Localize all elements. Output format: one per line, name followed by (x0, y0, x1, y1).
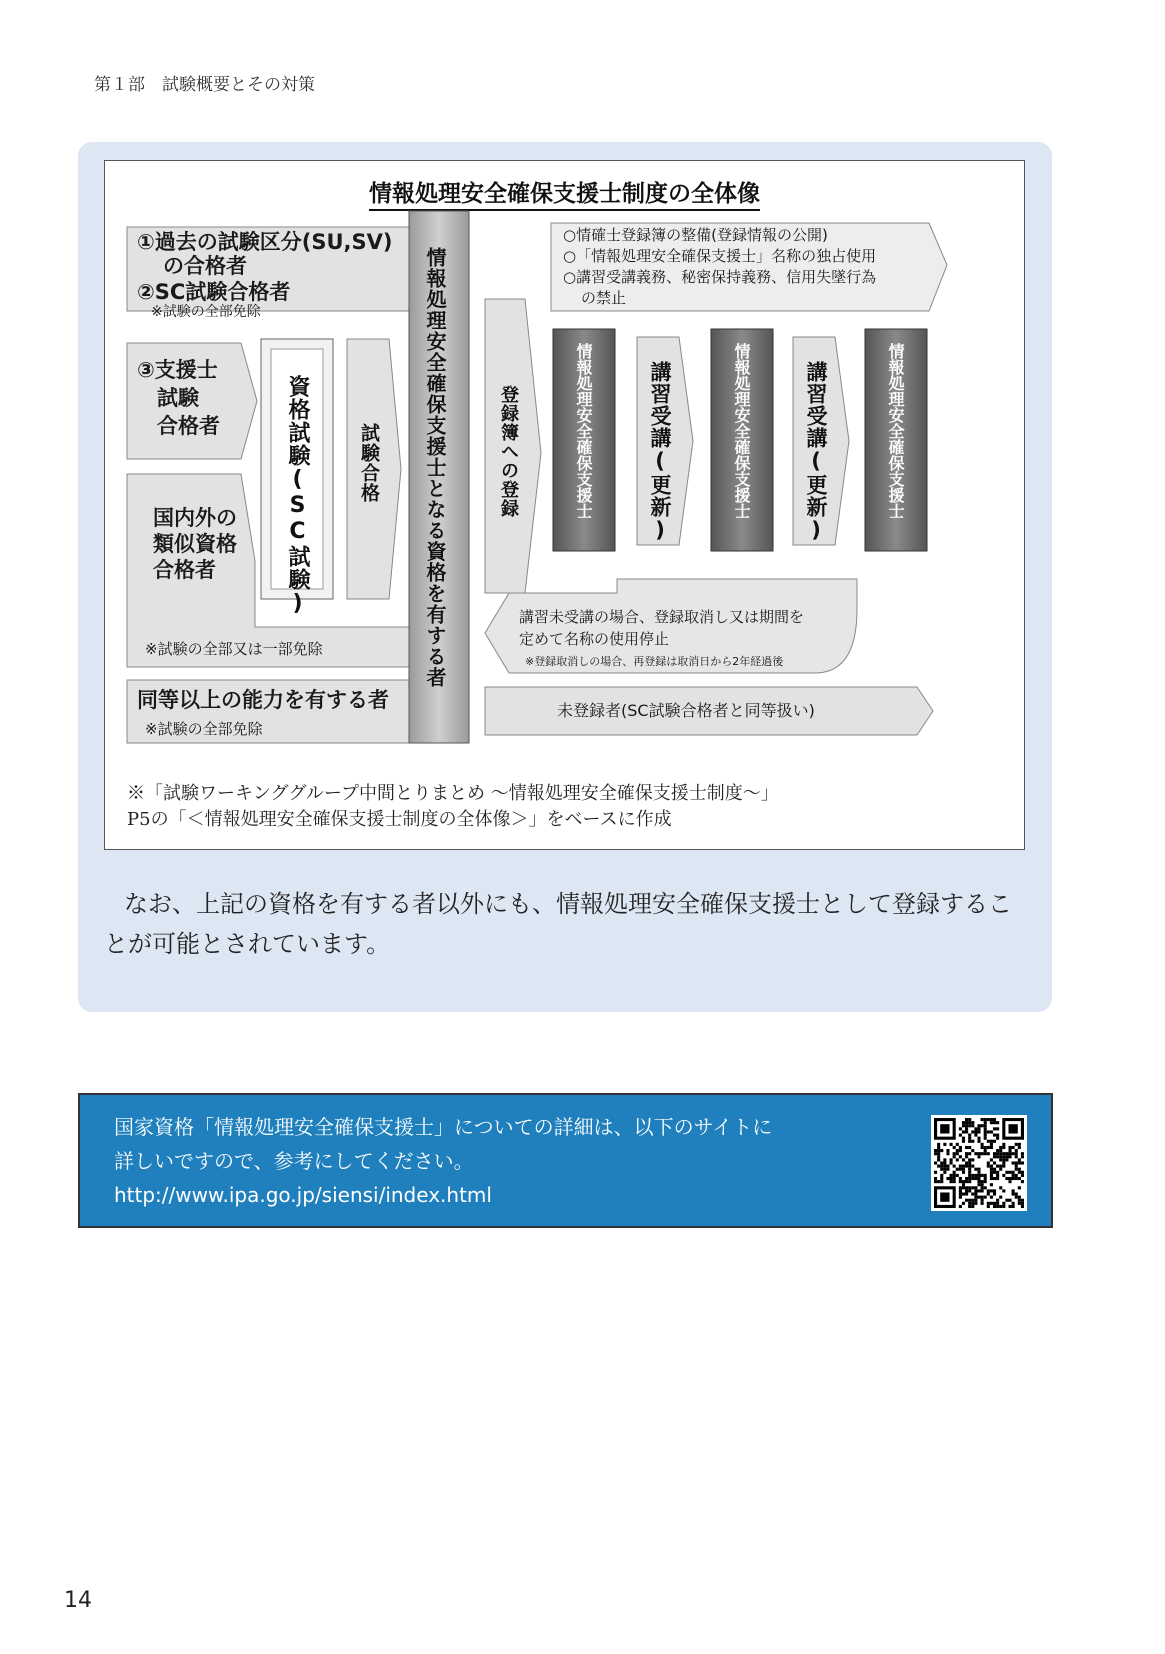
return-line2: 定めて名称の使用停止 (519, 630, 670, 648)
return-note: ※登録取消しの場合、再登録は取消日から2年経過後 (525, 655, 784, 668)
supporter-label-2: 情報処理安全確保支援士 (732, 343, 751, 519)
box1-line1: ①過去の試験区分(SU,SV) (137, 230, 393, 254)
section-header: 第１部 試験概要とその対策 (94, 75, 315, 95)
course-label-2: 講習受講(更新) (804, 361, 828, 543)
exam-label: 資格試験(SC試験) (285, 375, 310, 617)
top-right-line1: ○情確士登録簿の整備(登録情報の公開) (563, 226, 828, 244)
info-box (78, 1093, 1053, 1228)
return-line1: 講習未受講の場合、登録取消し又は期間を (519, 608, 805, 626)
source-note-line1: ※「試験ワーキンググループ中間とりまとめ ～情報処理安全確保支援士制度～」 (127, 783, 779, 804)
top-right-line4: の禁止 (581, 289, 627, 307)
page-number: 14 (64, 1588, 92, 1613)
source-note-line2: P5の「＜情報処理安全確保支援士制度の全体像＞」をベースに作成 (127, 809, 672, 830)
supporter-label-3: 情報処理安全確保支援士 (886, 343, 905, 519)
box2-line1: ③支援士 (137, 358, 218, 382)
register-label: 登録簿への登録 (498, 385, 519, 518)
box1-note: ※試験の全部免除 (151, 304, 261, 320)
box3-line1: 国内外の (153, 506, 237, 530)
figure-title: 情報処理安全確保支援士制度の全体像 (369, 181, 760, 211)
qualified-label: 情報処理安全確保支援士となる資格を有する者 (423, 247, 447, 688)
qr-code-icon[interactable] (931, 1115, 1027, 1211)
qr-code-graphic (934, 1118, 1024, 1208)
supporter-label-1: 情報処理安全確保支援士 (574, 343, 593, 519)
pass-label: 試験合格 (358, 423, 380, 503)
box3-line2: 類似資格 (153, 532, 237, 556)
system-overview-figure (104, 160, 1025, 850)
top-right-line3: ○講習受講義務、秘密保持義務、信用失墜行為 (563, 268, 877, 286)
box4-note: ※試験の全部免除 (145, 720, 263, 738)
box3-note: ※試験の全部又は一部免除 (145, 640, 323, 658)
info-url-link[interactable]: http://www.ipa.go.jp/siensi/index.html (114, 1183, 492, 1207)
info-line2: 詳しいですので、参考にしてください。 (114, 1149, 474, 1173)
box3-line3: 合格者 (153, 558, 216, 582)
box2-line2: 試験 (157, 386, 199, 410)
course-label-1: 講習受講(更新) (648, 361, 672, 543)
info-line1: 国家資格「情報処理安全確保支援士」についての詳細は、以下のサイトに (114, 1115, 773, 1139)
unregistered-label: 未登録者(SC試験合格者と同等扱い) (557, 701, 815, 720)
box4-line1: 同等以上の能力を有する者 (137, 688, 389, 712)
box1-line3: ②SC試験合格者 (137, 280, 291, 304)
body-paragraph: なお、上記の資格を有する者以外にも、情報処理安全確保支援士として登録することが可能とされています。 (104, 890, 1012, 958)
box1-line2: の合格者 (163, 254, 247, 278)
top-right-line2: ○「情報処理安全確保支援士」名称の独占使用 (563, 247, 877, 265)
box2-line3: 合格者 (157, 414, 220, 438)
